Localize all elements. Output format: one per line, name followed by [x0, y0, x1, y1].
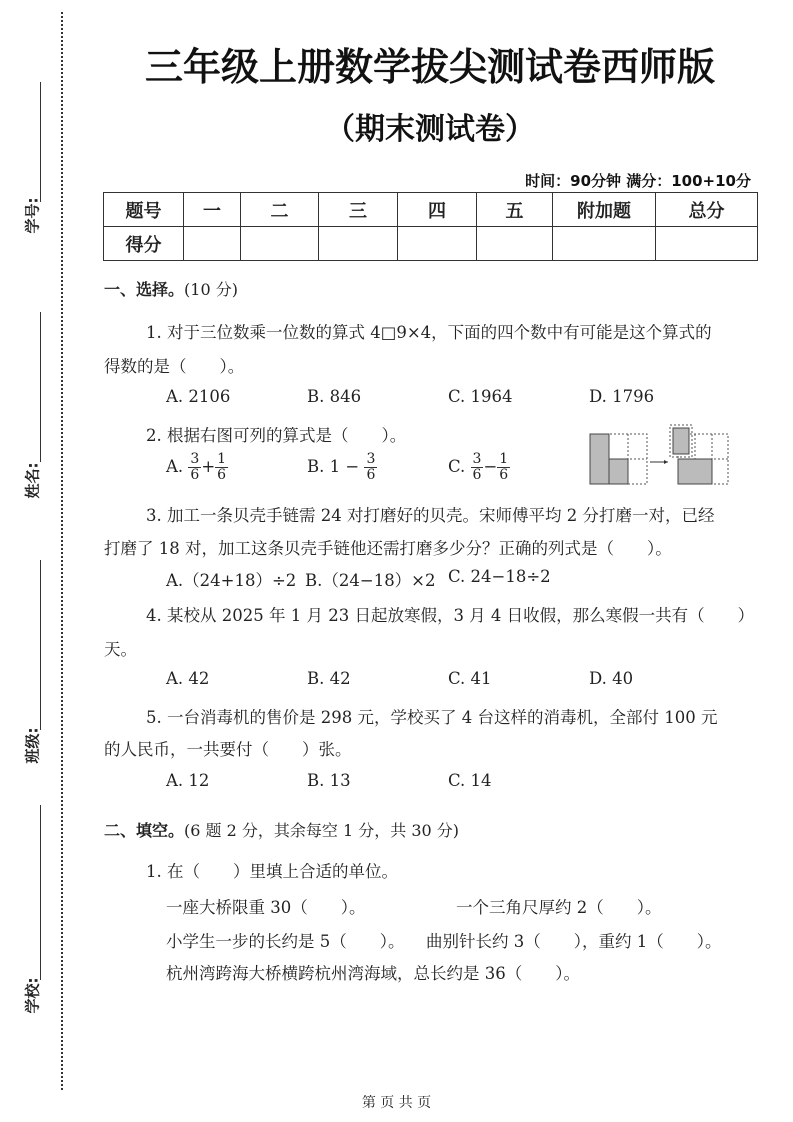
student-id-label: 学号:: [23, 197, 42, 234]
option: C. 24−18÷2: [448, 567, 551, 586]
option: B.（24−18）×2: [305, 571, 436, 590]
header-cell: 五: [477, 193, 553, 227]
q1-text: 1. 对于三位数乘一位数的算式 4□9×4，下面的四个数中有可能是这个算式的: [146, 323, 712, 342]
option: B. 1 − $\frac{3}{6}$: [307, 451, 376, 483]
fraction-diagram: [588, 424, 733, 488]
option: A. $\frac{3}{6}$ + $\frac{1}{6}$: [166, 451, 227, 483]
option: B. 13: [307, 771, 351, 790]
s2q1-text: 1. 在（ ）里填上合适的单位。: [146, 862, 398, 881]
score-cell[interactable]: [184, 227, 241, 261]
score-table: [103, 192, 758, 261]
option: D. 1796: [589, 387, 655, 406]
header-cell: 附加题: [553, 193, 656, 227]
blank-item: 杭州湾跨海大桥横跨杭州湾海域，总长约是 36（ ）。: [166, 964, 580, 983]
header-cell: 题号: [104, 193, 184, 227]
exam-info: 时间：90分钟 满分：100+10分: [525, 172, 751, 190]
option: D. 40: [589, 669, 634, 688]
q1-text: 得数的是（ ）。: [104, 357, 245, 376]
score-cell[interactable]: [398, 227, 477, 261]
blank-item: 小学生一步的长约是 5（ ）。: [166, 932, 405, 951]
row-label: 得分: [104, 227, 184, 261]
school-label: 学校:: [23, 977, 42, 1014]
page-subtitle: （期末测试卷）: [325, 112, 535, 147]
q5-text: 5. 一台消毒机的售价是 298 元，学校买了 4 台这样的消毒机，全部付 100 元: [146, 708, 718, 727]
q4-text: 天。: [104, 640, 137, 659]
option: C. 14: [448, 771, 492, 790]
header-cell: 二: [241, 193, 319, 227]
header-cell: 四: [398, 193, 477, 227]
score-cell[interactable]: [656, 227, 758, 261]
blank-item: 曲别针长约 3（ ），重约 1（ ）。: [426, 932, 722, 951]
q4-text: 4. 某校从 2025 年 1 月 23 日起放寒假，3 月 4 日收假，那么寒假一共有（ ）: [146, 606, 755, 625]
option: A. 12: [166, 771, 210, 790]
name-label: 姓名:: [23, 462, 42, 499]
q5-text: 的人民币，一共要付（ ）张。: [104, 740, 352, 759]
binding-dashed-line: [61, 12, 63, 1090]
section1-heading: 一、选择。(10 分): [104, 280, 238, 299]
option: A. 2106: [166, 387, 231, 406]
page-title: 三年级上册数学拔尖测试卷西师版: [144, 45, 715, 89]
option: A.（24+18）÷2: [166, 571, 297, 590]
option: B. 42: [307, 669, 351, 688]
option: C. 41: [448, 669, 492, 688]
q3-text: 3. 加工一条贝壳手链需 24 对打磨好的贝壳。宋师傅平均 2 分打磨一对，已经: [146, 506, 715, 525]
header-cell: 总分: [656, 193, 758, 227]
field-line: [40, 560, 41, 730]
page-footer: 第 页 共 页: [361, 1095, 432, 1111]
option: C. $\frac{3}{6}$ − $\frac{1}{6}$: [448, 451, 509, 483]
score-cell[interactable]: [241, 227, 319, 261]
header-cell: 一: [184, 193, 241, 227]
header-cell: 三: [319, 193, 398, 227]
option: A. 42: [166, 669, 210, 688]
q2-text: 2. 根据右图可列的算式是（ ）。: [146, 426, 407, 445]
score-cell[interactable]: [477, 227, 553, 261]
blank-item: 一个三角尺厚约 2（ ）。: [456, 898, 662, 917]
field-line: [40, 805, 41, 980]
score-cell[interactable]: [319, 227, 398, 261]
class-label: 班级:: [23, 727, 42, 764]
option: C. 1964: [448, 387, 513, 406]
section2-heading: 二、填空。(6 题 2 分，其余每空 1 分，共 30 分): [104, 821, 460, 840]
option: B. 846: [307, 387, 362, 406]
q3-text: 打磨了 18 对，加工这条贝壳手链他还需打磨多少分？正确的列式是（ ）。: [104, 539, 672, 558]
field-line: [40, 312, 41, 462]
score-cell[interactable]: [553, 227, 656, 261]
blank-item: 一座大桥限重 30（ ）。: [166, 898, 366, 917]
